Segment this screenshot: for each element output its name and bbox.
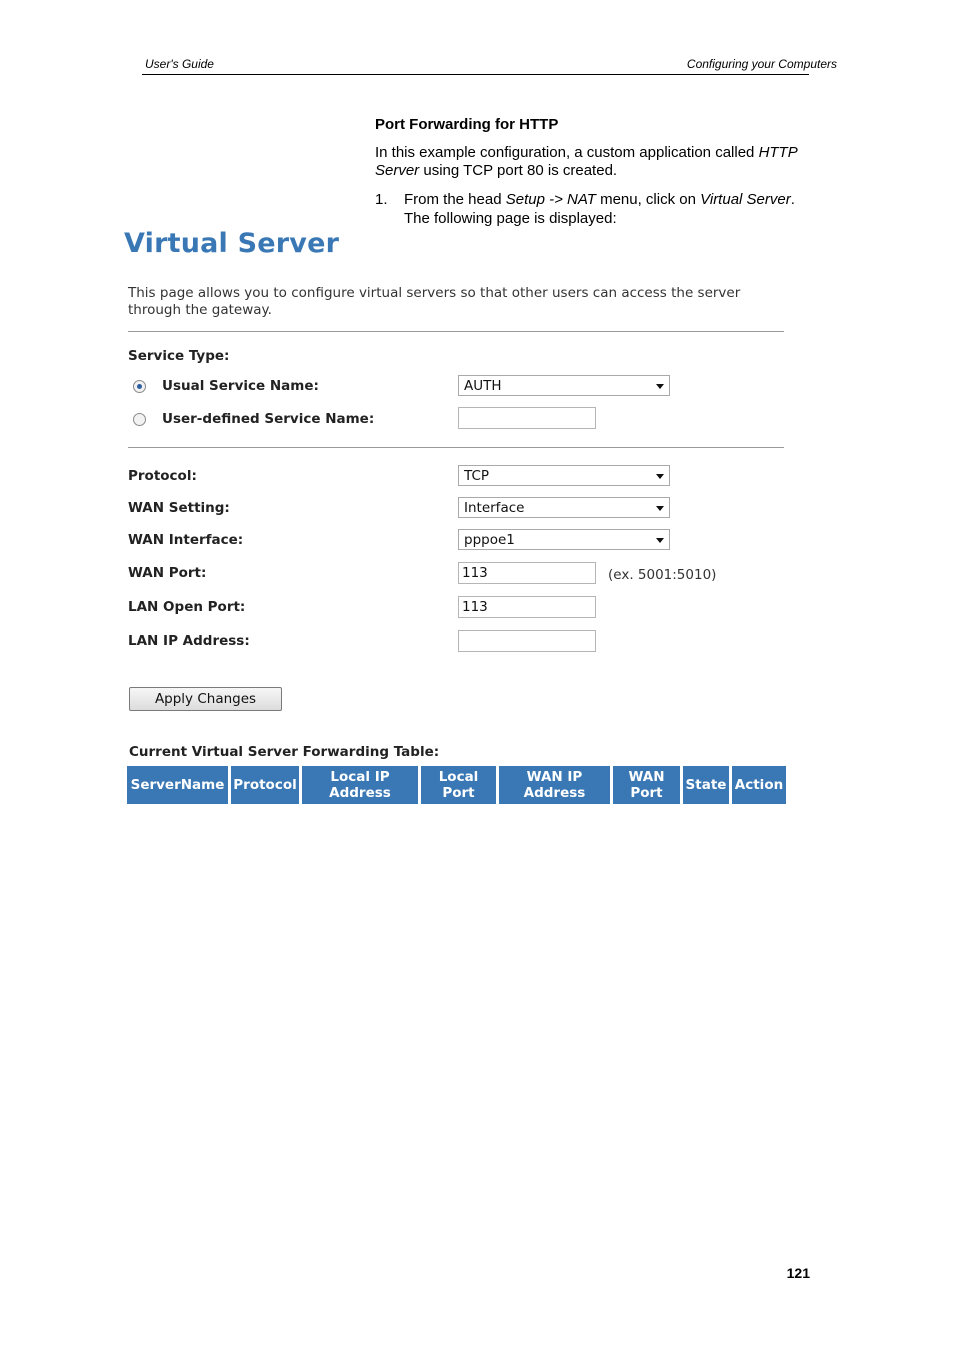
header-rule [142, 74, 809, 75]
page-header-left: User's Guide [145, 57, 214, 71]
lan-ip-address-label: LAN IP Address: [128, 633, 250, 649]
wan-setting-value: Interface [464, 500, 525, 516]
wan-port-input[interactable] [458, 562, 596, 584]
page-number: 121 [786, 1265, 810, 1281]
intro-part2: using TCP port 80 is created. [419, 162, 618, 179]
step-part1: From the head [404, 191, 506, 208]
col-line: State [685, 777, 727, 793]
col-line: Address [523, 785, 586, 801]
col-wan-ip-address [499, 766, 610, 804]
wan-interface-value: pppoe1 [464, 532, 515, 548]
usual-service-radio[interactable] [133, 380, 146, 393]
intro-paragraph [375, 144, 815, 180]
col-line: Action [734, 777, 784, 793]
usual-service-select[interactable] [458, 375, 670, 396]
section-heading: Port Forwarding for HTTP [375, 116, 559, 133]
col-action [732, 766, 786, 804]
col-line: WAN IP [526, 769, 583, 785]
col-line: Port [630, 785, 663, 801]
wan-port-hint: (ex. 5001:5010) [608, 567, 717, 583]
protocol-label: Protocol: [128, 468, 197, 484]
user-defined-service-radio[interactable] [133, 413, 146, 426]
chevron-down-icon [656, 384, 664, 389]
protocol-select[interactable] [458, 465, 670, 486]
col-line: WAN [628, 769, 665, 785]
wan-setting-select[interactable] [458, 497, 670, 518]
lan-open-port-label: LAN Open Port: [128, 599, 246, 615]
step-part3: . The following page is displayed: [404, 191, 795, 227]
divider [128, 331, 784, 332]
col-state [683, 766, 729, 804]
step-menu: Setup -> NAT [505, 191, 596, 208]
page-description: This page allows you to configure virtual servers so that other users can access the server through the gateway. [128, 285, 741, 318]
forwarding-table [124, 766, 789, 804]
intro-app-name: HTTP Server [375, 144, 798, 179]
col-protocol [231, 766, 299, 804]
divider [128, 447, 784, 448]
col-line: Address [329, 785, 391, 801]
protocol-value: TCP [464, 468, 490, 484]
usual-service-value: AUTH [464, 378, 502, 394]
col-line: ServerName [130, 777, 225, 793]
intro-part1: In this example configuration, a custom application called [375, 144, 759, 161]
user-defined-service-input[interactable] [458, 407, 596, 429]
table-header-row [127, 766, 786, 804]
chevron-down-icon [656, 538, 664, 543]
wan-setting-label: WAN Setting: [128, 500, 230, 516]
wan-interface-select[interactable] [458, 529, 670, 550]
step-number: 1. [375, 191, 388, 208]
lan-ip-address-input[interactable] [458, 630, 596, 652]
col-local-port [421, 766, 496, 804]
step-item: Virtual Server [700, 191, 791, 208]
col-local-ip-address [302, 766, 418, 804]
col-line: Local [438, 769, 479, 785]
wan-port-label: WAN Port: [128, 565, 207, 581]
chevron-down-icon [656, 474, 664, 479]
step-text [404, 190, 814, 228]
page-header-right: Configuring your Computers [686, 57, 837, 71]
col-server-name [127, 766, 228, 804]
forwarding-table-title: Current Virtual Server Forwarding Table: [129, 744, 440, 760]
service-type-label: Service Type: [128, 348, 230, 364]
chevron-down-icon [656, 506, 664, 511]
lan-open-port-input[interactable] [458, 596, 596, 618]
usual-service-label: Usual Service Name: [162, 378, 319, 394]
user-defined-service-label: User-defined Service Name: [162, 411, 375, 427]
apply-changes-button[interactable]: Apply Changes [129, 687, 282, 711]
col-wan-port [613, 766, 680, 804]
step-part2: menu, click on [595, 191, 701, 208]
wan-interface-label: WAN Interface: [128, 532, 244, 548]
page-title: Virtual Server [124, 228, 340, 259]
col-line: Local IP [330, 769, 390, 785]
col-line: Port [442, 785, 475, 801]
col-line: Protocol [233, 777, 297, 793]
